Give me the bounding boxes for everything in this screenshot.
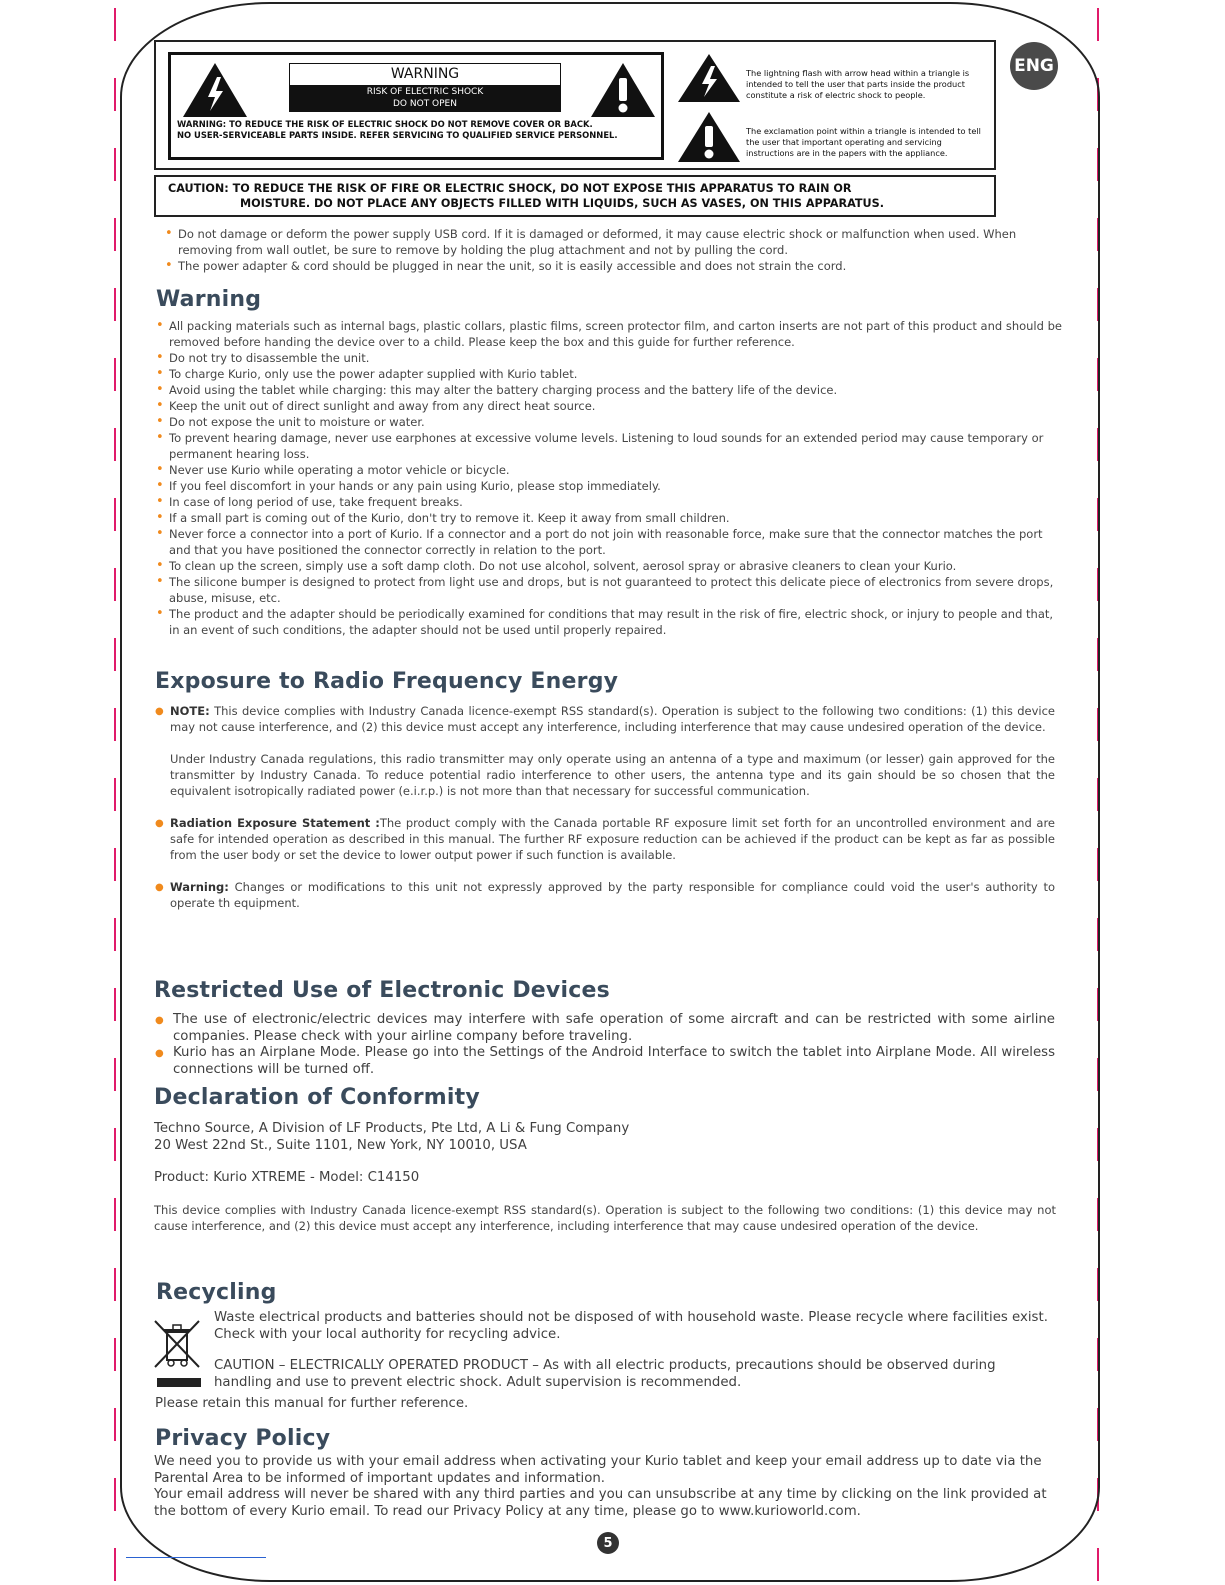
list-item: • To clean up the screen, simply use a soft damp cloth. Do not use alcohol, solvent, aerosol spray or abrasive cleaners to clean your Kurio.: [156, 558, 1062, 574]
footer-line: [126, 1557, 266, 1558]
list-item: • Never force a connector into a port of Kurio. If a connector and a port do not join with reasonable force, make sure that the connector matches the port and that you have positioned the connector correctly in relation to the port.: [156, 526, 1062, 558]
list-item: • Keep the unit out of direct sunlight and away from any direct heat source.: [156, 398, 1062, 414]
warning-box: [154, 40, 996, 170]
warning-label: [289, 63, 561, 112]
conformity-compliance: This device complies with Industry Canada licence-exempt RSS standard(s). Operation is subject to the following two conditions: (1) this device may not cause interference, and (2) this device must accept any interference, including interference that may cause undesired operation of the device.: [154, 1203, 1056, 1233]
page-number: 5: [597, 1532, 619, 1554]
list-item: • All packing materials such as internal bags, plastic collars, plastic films, screen protector film, and carton inserts are not part of this product and should be removed before handing the device over to a child. Please keep the box and this guide for further reference.: [156, 318, 1062, 350]
rf-note-label: NOTE:: [170, 704, 210, 718]
list-item: • To prevent hearing damage, never use earphones at excessive volume levels. Listening to loud sounds for an extended period may cause temporary or permanent hearing loss.: [156, 430, 1062, 462]
bin-underline: [157, 1378, 201, 1387]
privacy-text: [154, 1454, 1058, 1520]
warning-label-subtitle-1: RISK OF ELECTRIC SHOCK: [366, 87, 484, 97]
top-bullets: [165, 226, 1063, 274]
restricted-heading: Restricted Use of Electronic Devices: [154, 978, 610, 1003]
conformity-section: [154, 1121, 1056, 1187]
warning-text-line-2: NO USER-SERVICEABLE PARTS INSIDE. REFER SERVICING TO QUALIFIED SERVICE PERSONNEL.: [177, 130, 618, 140]
warning-label-subtitle-2: DO NOT OPEN: [393, 99, 457, 109]
recycling-heading: Recycling: [156, 1280, 277, 1305]
list-item: ● Kurio has an Airplane Mode. Please go into the Settings of the Android Interface to switch the tablet into Airplane Mode. All wireless connections will be turned off.: [155, 1045, 1055, 1078]
warning-label-title: WARNING: [390, 66, 460, 82]
caution-line-1: CAUTION: TO REDUCE THE RISK OF FIRE OR ELECTRIC SHOCK, DO NOT EXPOSE THIS APPARATUS TO RAIN OR: [168, 182, 852, 195]
lightning-triangle-icon: [181, 61, 249, 119]
exclamation-triangle-icon: [589, 61, 657, 119]
rf-warning: [155, 879, 1055, 911]
list-item: • Do not try to disassemble the unit.: [156, 350, 1062, 366]
list-item: • If a small part is coming out of the Kurio, don't try to remove it. Keep it away from small children.: [156, 510, 1062, 526]
rf-warning-text: Changes or modifications to this unit not expressly approved by the party responsible for compliance could void the user's authority to operate th equipment.: [170, 880, 1055, 910]
lightning-description: The lightning flash with arrow head within a triangle is intended to tell the user that parts inside the product constitute a risk of electric shock to people.: [746, 68, 970, 100]
list-item: • Avoid using the tablet while charging: this may alter the battery charging process and the battery life of the device.: [156, 382, 1062, 398]
list-item: • Do not damage or deform the power supply USB cord. If it is damaged or deformed, it may cause electric shock or malfunction when used. When removing from wall outlet, be sure to remove by holding the plug attachment and not by pulling the cord.: [165, 226, 1063, 258]
rf-regulation: Under Industry Canada regulations, this radio transmitter may only operate using an antenna of a type and maximum (or lesser) gain approved for the transmitter by Industry Canada. To reduce potential radio interference to other users, the antenna type and its gain should be so chosen that the equivalent isotropically radiated power (e.i.r.p.) is not more than that necessary for successful communication.: [170, 752, 1055, 798]
list-item: • In case of long period of use, take frequent breaks.: [156, 494, 1062, 510]
rf-note: [155, 703, 1055, 735]
list-item: • The silicone bumper is designed to protect from light use and drops, but is not guaranteed to protect this delicate piece of electronics from severe drops, abuse, misuse, etc.: [156, 574, 1062, 606]
recycling-text: [214, 1310, 1056, 1391]
rf-radiation-text: The product comply with the Canada portable RF exposure limit set forth for an uncontrolled environment and are safe for intended operation as described in this manual. The further RF exposure reduction can be achieved if the product can be kept as far as possible from the user body or set the device to lower output power if such function is available.: [170, 816, 1055, 862]
warning-heading: Warning: [156, 287, 262, 312]
privacy-text-1: We need you to provide us with your email address when activating your Kurio tablet and keep your email address up to date via the Parental Area to be informed of important updates and information.: [154, 1454, 1042, 1486]
list-item: • If you feel discomfort in your hands or any pain using Kurio, please stop immediately.: [156, 478, 1062, 494]
list-item: • The power adapter & cord should be plugged in near the unit, so it is easily accessible and does not strain the cord.: [165, 258, 1063, 274]
conformity-product: Product: Kurio XTREME - Model: C14150: [154, 1170, 420, 1185]
recycling-text-2: CAUTION – ELECTRICALLY OPERATED PRODUCT – As with all electric products, precautions should be observed during handling and use to prevent electric shock. Adult supervision is recommended.: [214, 1358, 996, 1390]
rf-heading: Exposure to Radio Frequency Energy: [155, 669, 619, 694]
crossed-bin-icon: [152, 1318, 202, 1370]
restricted-list: [155, 1012, 1055, 1078]
conformity-heading: Declaration of Conformity: [154, 1085, 480, 1110]
list-item: • Never use Kurio while operating a motor vehicle or bicycle.: [156, 462, 1062, 478]
privacy-heading: Privacy Policy: [155, 1426, 331, 1451]
privacy-text-2: Your email address will never be shared with any third parties and you can unsubscribe at any time by clicking on the link provided at the bottom of every Kurio email. To read our Privacy Policy at any time, please go to www.kurioworld.com.: [154, 1487, 1047, 1519]
list-item: • To charge Kurio, only use the power adapter supplied with Kurio tablet.: [156, 366, 1062, 382]
exclamation-triangle-icon: [676, 110, 742, 164]
rf-radiation-label: Radiation Exposure Statement :: [170, 816, 380, 830]
lightning-triangle-icon: [676, 52, 742, 104]
language-badge: ENG: [1010, 42, 1058, 90]
rf-note-text: This device complies with Industry Canada licence-exempt RSS standard(s). Operation is subject to the following two conditions: (1) this device may not cause interference, and (2) this device must accept any interference, including interference that may cause undesired operation of the device.: [170, 704, 1055, 734]
list-item: • Do not expose the unit to moisture or water.: [156, 414, 1062, 430]
recycling-text-1: Waste electrical products and batteries should not be disposed of with household waste. Please recycle where facilities exist. Check with your local authority for recycling advice.: [214, 1310, 1048, 1342]
exclamation-description: The exclamation point within a triangle is intended to tell the user that important operating and servicing instructions are in the papers with the appliance.: [746, 126, 981, 158]
retain-manual: Please retain this manual for further reference.: [155, 1396, 469, 1411]
warning-label-panel: [168, 52, 664, 160]
list-item: ● The use of electronic/electric devices may interfere with safe operation of some aircraft and can be restricted with some airline companies. Please check with your airline company before traveling.: [155, 1012, 1055, 1045]
conformity-company: Techno Source, A Division of LF Products, Pte Ltd, A Li & Fung Company: [154, 1121, 630, 1136]
caution-box: [154, 175, 996, 217]
rf-section: [155, 703, 1055, 911]
caution-line-2: MOISTURE. DO NOT PLACE ANY OBJECTS FILLED WITH LIQUIDS, SUCH AS VASES, ON THIS APPARATUS.: [240, 197, 884, 210]
warning-text-line-1: WARNING: TO REDUCE THE RISK OF ELECTRIC SHOCK DO NOT REMOVE COVER OR BACK.: [177, 119, 593, 129]
conformity-address: 20 West 22nd St., Suite 1101, New York, NY 10010, USA: [154, 1137, 527, 1153]
list-item: • The product and the adapter should be periodically examined for conditions that may result in the risk of fire, electric shock, or injury to people and that, in an event of such conditions, the adapter should not be used until properly repaired.: [156, 606, 1062, 638]
rf-warning-label: Warning:: [170, 880, 229, 894]
rf-radiation: [155, 815, 1055, 863]
warning-list: [156, 318, 1062, 638]
